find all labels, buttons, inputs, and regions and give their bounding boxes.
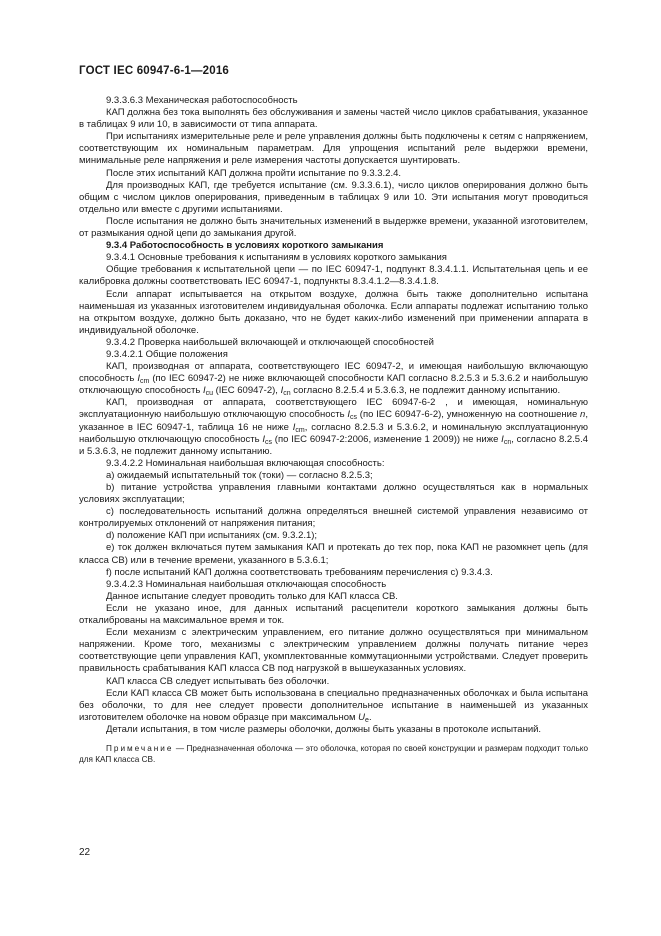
list-item-b: b) питание устройства управления главными контактами должно осуществляться как в нормальных условиях эксплуатации; bbox=[79, 482, 588, 506]
note-label: Примечание bbox=[106, 743, 174, 753]
symbol-i: I bbox=[347, 409, 350, 421]
paragraph: Если аппарат испытывается на открытом воздухе, должна быть также дополнительно испытана наименьшая из указанных изготовителем индивидуальная оболочка. Если аппараты подлежат испытанию только на открытом воздухе, должно быть доказано, что не будет каких-либо изменений при применении аппарата в индивидуальной оболочке. bbox=[79, 288, 588, 336]
paragraph: Если не указано иное, для данных испытаний расцепители короткого замыкания должны быть откалиброваны на максимальное время и ток. bbox=[79, 602, 588, 627]
symbol-i: I bbox=[501, 433, 504, 445]
subscript-e: e bbox=[365, 716, 369, 724]
paragraph: После этих испытаний КАП должна пройти испытание по 9.3.3.2.4. bbox=[106, 167, 402, 179]
clause-9-3-4-2-3: 9.3.4.2.3 Номинальная наибольшая отключающая способность bbox=[106, 578, 387, 590]
subscript-cu: cu bbox=[205, 390, 213, 398]
paragraph-iec-60947-6-2: КАП, производная от аппарата, соответствующего IEC 60947-6-2 , и имеющая, номинальную эксплуатационную наибольшую отключающую способность $I_{cs}$ (по IEC 60947-6-2), умноженную на соотношение n, указанное в IEC 60947-1, таблица 16 не ниже $I_{cm}$, согласно 8.2.5.3 и 5.3.6.2, и номинальную эксплуатационную наибольшую отключающую способность $I_{cs}$ (по IEC 60947-2:2006, изменение 1 2009)) не ниже $I_{cn}$, согласно 8.2.5.4 и 5.3.6.3, не подлежит данному испытанию. bbox=[79, 397, 588, 457]
symbol-i: I bbox=[280, 385, 284, 397]
subscript-cs: cs bbox=[265, 438, 273, 446]
paragraph: Если механизм с электрическим управлением, его питание должно осуществляться при минимальном напряжении. Кроме того, механизмы с электрическим управлением должны получать питание через соответствующие цепи управления КАП, укомплектованные коммутационными устройствами. Следует проверить правильность срабатывания КАП класса СВ под нагрузкой в вышеуказанных условиях. bbox=[79, 627, 588, 675]
list-item-e: е) ток должен включаться путем замыкания КАП и протекать до тех пор, пока КАП не разомкнет цепь (для класса СВ) или в течение времени, указанного в 5.3.6.1; bbox=[79, 542, 588, 566]
symbol-i: I bbox=[202, 385, 206, 397]
list-item-d: d) положение КАП при испытаниях (см. 9.3.2.1); bbox=[106, 530, 318, 542]
note bbox=[79, 743, 588, 765]
symbol-i: I bbox=[292, 421, 296, 433]
subscript-cs: cs bbox=[349, 414, 357, 422]
clause-9-3-3-6-3: 9.3.3.6.3 Механическая работоспособность bbox=[106, 95, 298, 106]
subscript-cm: cm bbox=[295, 426, 305, 434]
paragraph: Для производных КАП, где требуется испытание (см. 9.3.3.6.1), число циклов оперирования должно быть общим с числом циклов оперирования, приведенным в таблицах 9 или 10. Эти испытания могут проводиться отдельно или вместе с другими испытаниями. bbox=[79, 179, 588, 215]
symbol-n: n bbox=[580, 409, 586, 421]
symbol-i: I bbox=[137, 373, 140, 385]
subscript-cn: cn bbox=[503, 438, 512, 446]
list-item-c: с) последовательность испытаний должна определяться внешней системой управления независимо от контролируемых отклонений от напряжения питания; bbox=[79, 506, 588, 530]
symbol-u: U bbox=[358, 711, 366, 723]
paragraph: Детали испытания, в том числе размеры оболочки, должны быть указаны в протоколе испытаний. bbox=[106, 723, 542, 735]
clause-9-3-4-1: 9.3.4.1 Основные требования к испытаниям в условиях короткого замыкания bbox=[106, 252, 447, 264]
paragraph: КАП класса СВ следует испытывать без оболочки. bbox=[106, 675, 330, 687]
paragraph-iec-60947-2: КАП, производная от аппарата, соответствующего IEC 60947-2, и имеющая наибольшую включающую способность $I_{cm}$ (по IEC 60947-2) не ниже включающей способности КАП согласно 8.2.5.3 и 5.3.6.2 и наибольшую отключающую способность $I_{cu}$ (IEC 60947-2), $I_{cn}$ согласно 8.2.5.4 и 5.3.6.3, не подлежит данному испытанию. bbox=[79, 361, 588, 398]
section-heading-9-3-4: 9.3.4 Работоспособность в условиях короткого замыкания bbox=[106, 240, 384, 252]
page-number: 22 bbox=[79, 847, 91, 858]
subscript-cn: cn bbox=[283, 390, 291, 398]
document-header: ГОСТ IEC 60947-6-1—2016 bbox=[79, 65, 230, 77]
paragraph: Данное испытание следует проводить только для КАП класса СВ. bbox=[106, 590, 398, 602]
list-item-f: f) после испытаний КАП должна соответствовать требованиям перечисления с) 9.3.4.3. bbox=[106, 566, 493, 578]
paragraph-enclosure: Если КАП класса СВ может быть использована в специально предназначенных оболочках и была испытана без оболочки, то для нее следует провести дополнительное испытание в наименьшей из указанных изготовителем оболочке на новом образце при максимальном $U_e$. bbox=[79, 687, 588, 724]
note-text: — Предназначенная оболочка — это оболочка, которая по своей конструкции и размерам подходит только для КАП класса СВ. bbox=[79, 743, 588, 764]
paragraph: Общие требования к испытательной цепи — по IEC 60947-1, подпункт 8.3.4.1.1. Испытательная цепь и ее калибровка должны соответствовать IEC 60947-1, подпункты 8.3.4.1.2—8.3.4.1.8. bbox=[79, 264, 588, 288]
clause-9-3-4-2-1: 9.3.4.2.1 Общие положения bbox=[106, 348, 228, 360]
paragraph: КАП должна без тока выполнять без обслуживания и замены частей число циклов срабатывания, указанное в таблицах 9 или 10, в зависимости от типа аппарата. bbox=[79, 107, 588, 131]
subscript-cm: cm bbox=[140, 378, 150, 386]
clause-9-3-4-2: 9.3.4.2 Проверка наибольшей включающей и отключающей способностей bbox=[106, 336, 434, 348]
document-body bbox=[79, 95, 588, 765]
paragraph: После испытания не должно быть значительных изменений в выдержке времени, указанной изготовителем, от размыкания одной цепи до замыкания другой. bbox=[79, 215, 588, 240]
list-item-a: а) ожидаемый испытательный ток (токи) — согласно 8.2.5.3; bbox=[106, 469, 373, 481]
symbol-i: I bbox=[262, 433, 266, 445]
paragraph: При испытаниях измерительные реле и реле управления должны быть подключены к сетям с напряжением, соответствующим их номинальным параметрам. Для упрощения испытаний реле выдержки времени, минимальные реле напряжения и реле измерения частоты допускается шунтировать. bbox=[79, 131, 588, 167]
clause-9-3-4-2-2: 9.3.4.2.2 Номинальная наибольшая включающая способность: bbox=[106, 457, 385, 469]
